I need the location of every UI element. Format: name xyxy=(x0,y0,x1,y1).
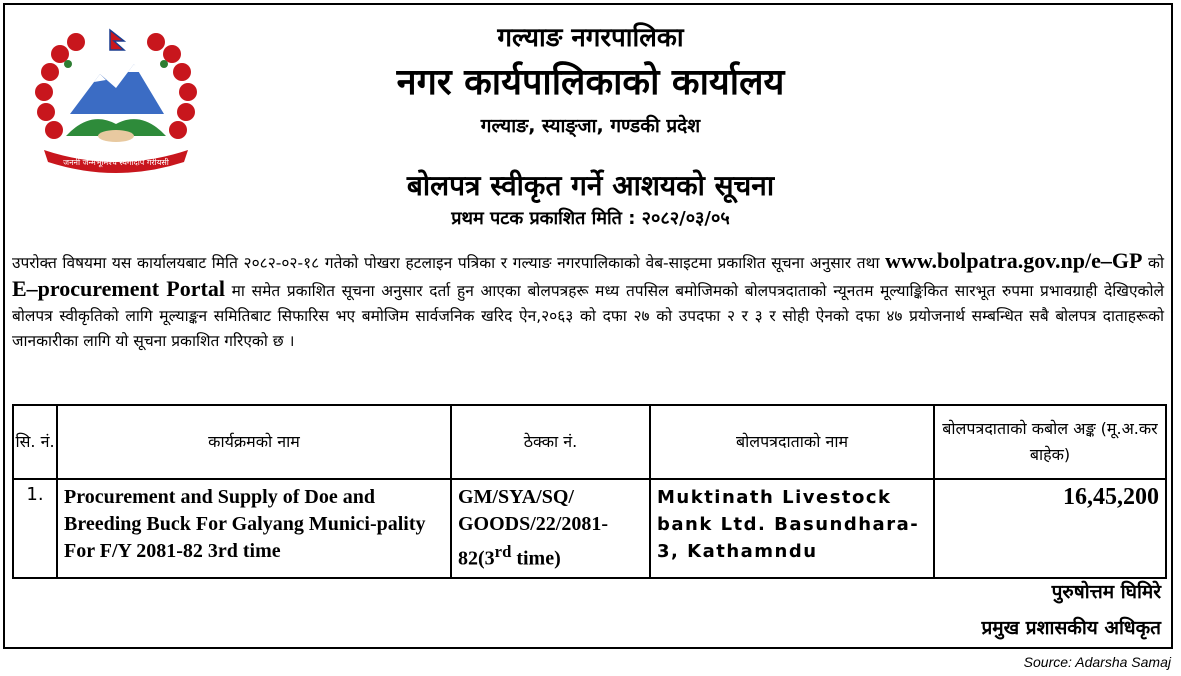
notice-title: बोलपत्र स्वीकृत गर्ने आशयको सूचना xyxy=(406,169,775,202)
cell-amount: 16,45,200 xyxy=(934,479,1166,578)
tender-table xyxy=(12,404,1167,579)
cell-sn: 1. xyxy=(13,479,57,578)
header-sn: सि. नं. xyxy=(13,405,57,479)
body-text-3: मा समेत प्रकाशित सूचना अनुसार दर्ता हुन आएका बोलपत्रहरू मध्य तपसिल बमोजिमको बोलपत्रदाताको न्यूनतम मूल्याङ्किकित सारभूत रुपमा प्रभावग्राही देखिएकोले बोलपत्र स्वीकृतिको लागि मूल्याङ्कन समितिबाट सिफारिस भए बमोजिम सार्वजनिक खरिद ऐन,२०६३ को दफा २७ को उपदफा २ र ३ र सोही ऐनको दफा ४७ प्रयोजनार्थ सम्बन्धित सबै बोलपत्र दाताहरूको जानकारीका लागि यो सूचना प्रकाशित गरिएको छ । xyxy=(12,282,1164,350)
header-amount: बोलपत्रदाताको कबोल अङ्क (मू.अ.कर बाहेक) xyxy=(934,405,1166,479)
header-bidder: बोलपत्रदाताको नाम xyxy=(650,405,934,479)
header-program: कार्यक्रमको नाम xyxy=(57,405,451,479)
table-header-row xyxy=(13,405,1166,479)
published-date: प्रथम पटक प्रकाशित मिति : २०८२/०३/०५ xyxy=(451,208,730,229)
table-row xyxy=(13,479,1166,578)
body-text-2: को xyxy=(1142,254,1164,272)
cell-program: Procurement and Supply of Doe and Breeding Buck For Galyang Munici-pality For F/Y 2081-82 3rd time xyxy=(57,479,451,578)
notice-body xyxy=(12,248,1164,354)
contract-suffix: time) xyxy=(511,547,561,570)
cell-contract xyxy=(451,479,650,578)
body-text-1: उपरोक्त विषयमा यस कार्यालयबाट मिति २०८२-०२-१८ गतेको पोखरा हटलाइन पत्रिका र गल्याङ नगरपालिकाको वेब-साइटमा प्रकाशित सूचना अनुसार तथा xyxy=(12,254,886,272)
municipality-name: गल्याङ नगरपालिका xyxy=(497,23,684,53)
source-credit: Source: Adarsha Samaj xyxy=(1023,654,1171,670)
signatory-name: पुरुषोत्तम घिमिरे xyxy=(1051,581,1161,603)
office-address: गल्याङ, स्याङ्जा, गण्डकी प्रदेश xyxy=(480,115,701,137)
portal-name: E–procurement Portal xyxy=(12,276,225,301)
contract-no: GM/SYA/SQ/ GOODS/22/2081-82(3 xyxy=(458,486,609,570)
cell-bidder: Muktinath Livestock bank Ltd. Basundhara-3, Kathamndu xyxy=(650,479,934,578)
emblem-motto: जननी जन्मभूमिश्च स्वर्गादपि गरीयसी xyxy=(63,158,169,167)
header-contract: ठेक्का नं. xyxy=(451,405,650,479)
contract-superscript: rd xyxy=(494,542,512,561)
bolpatra-url: www.bolpatra.gov.np/e–GP xyxy=(885,248,1143,273)
office-name: नगर कार्यपालिकाको कार्यालय xyxy=(396,62,785,103)
signatory-designation: प्रमुख प्रशासकीय अधिकृत xyxy=(981,617,1161,639)
